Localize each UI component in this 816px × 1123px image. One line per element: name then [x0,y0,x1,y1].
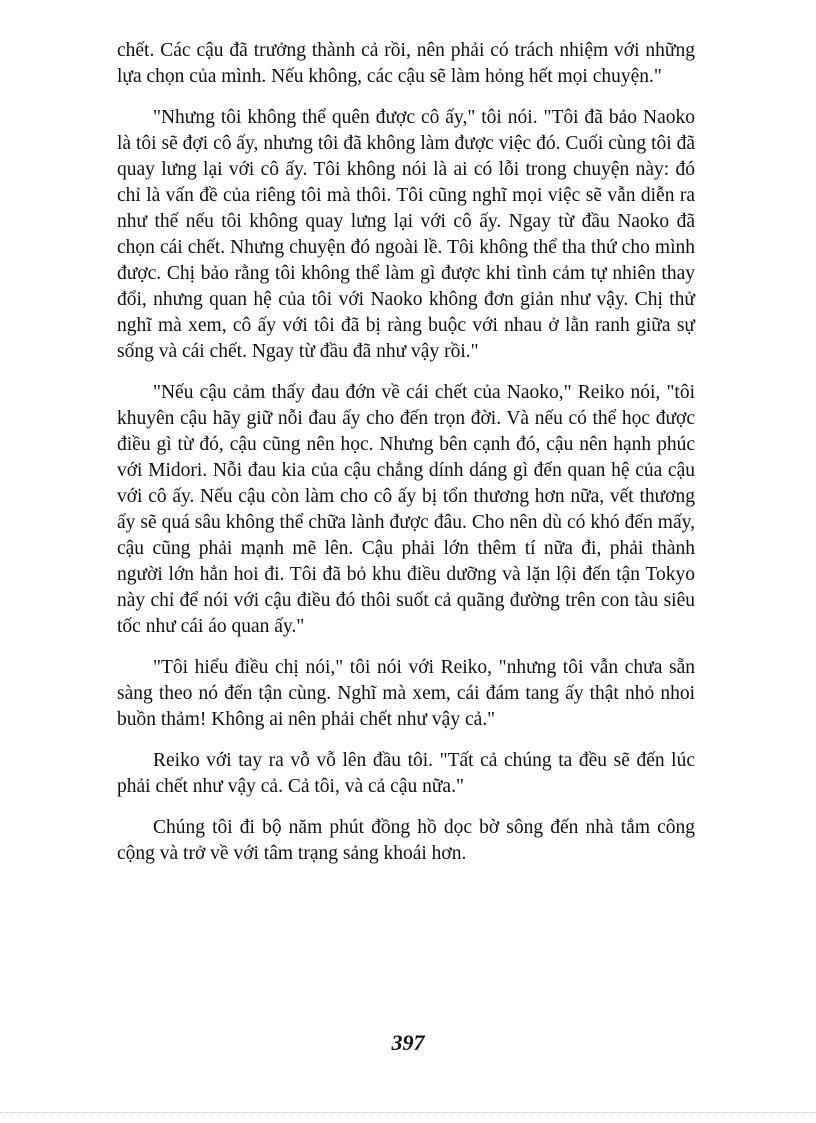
paragraph-1: chết. Các cậu đã trưởng thành cả rồi, nên phải có trách nhiệm với những lựa chọn của mình. Nếu không, các cậu sẽ làm hỏng hết mọi chuyện." [117,40,695,87]
page-bottom-divider [0,1112,816,1113]
body-text [117,38,695,882]
paragraph-2: "Nhưng tôi không thể quên được cô ấy," tôi nói. "Tôi đã bảo Naoko là tôi sẽ đợi cô ấy, nhưng tôi đã không làm được việc đó. Cuối cùng tôi đã quay lưng lại với cô ấy. Tôi không nói là ai có lỗi trong chuyện này: đó chỉ là vấn đề của riêng tôi mà thôi. Tôi cũng nghĩ mọi việc sẽ vẫn diễn ra như thế nếu tôi không quay lưng lại với cô ấy. Ngay từ đầu Naoko đã chọn cái chết. Nhưng chuyện đó ngoài lề. Tôi không thể tha thứ cho mình được. Chị bảo rằng tôi không thể làm gì được khi tình cảm tự nhiên thay đổi, nhưng quan hệ của tôi với Naoko không đơn giản như vậy. Chị thử nghĩ mà xem, cô ấy với tôi đã bị ràng buộc với nhau ở lằn ranh giữa sự sống và cái chết. Ngay từ đầu đã như vậy rồi." [117,107,695,362]
paragraph-5: Reiko với tay ra vỗ vỗ lên đầu tôi. "Tất cả chúng ta đều sẽ đến lúc phải chết như vậy cả. Cả tôi, và cả cậu nữa." [117,750,695,797]
page-number: 397 [391,1030,425,1055]
paragraph-4: "Tôi hiểu điều chị nói," tôi nói với Reiko, "nhưng tôi vẫn chưa sẵn sàng theo nó đến tận cùng. Nghĩ mà xem, cái đám tang ấy thật nhỏ nhoi buồn thảm! Không ai nên phải chết như vậy cả." [117,657,695,730]
paragraph-6: Chúng tôi đi bộ năm phút đồng hồ dọc bờ sông đến nhà tắm công cộng và trở về với tâm trạng sảng khoái hơn. [117,817,695,864]
paragraph-3: "Nếu cậu cảm thấy đau đớn về cái chết của Naoko," Reiko nói, "tôi khuyên cậu hãy giữ nỗi đau ấy cho đến trọn đời. Và nếu có thể học được điều gì từ đó, cậu cũng nên học. Nhưng bên cạnh đó, cậu nên hạnh phúc với Midori. Nỗi đau kia của cậu chẳng dính dáng gì đến quan hệ của cậu với cô ấy. Nếu cậu còn làm cho cô ấy bị tổn thương hơn nữa, vết thương ấy sẽ quá sâu không thể chữa lành được đâu. Cho nên dù có khó đến mấy, cậu cũng phải mạnh mẽ lên. Cậu phải lớn thêm tí nữa đi, phải thành người lớn hẳn hoi đi. Tôi đã bỏ khu điều dưỡng và lặn lội đến tận Tokyo này chỉ để nói với cậu điều đó thôi suốt cả quãng đường trên con tàu siêu tốc như cái áo quan ấy." [117,382,695,637]
